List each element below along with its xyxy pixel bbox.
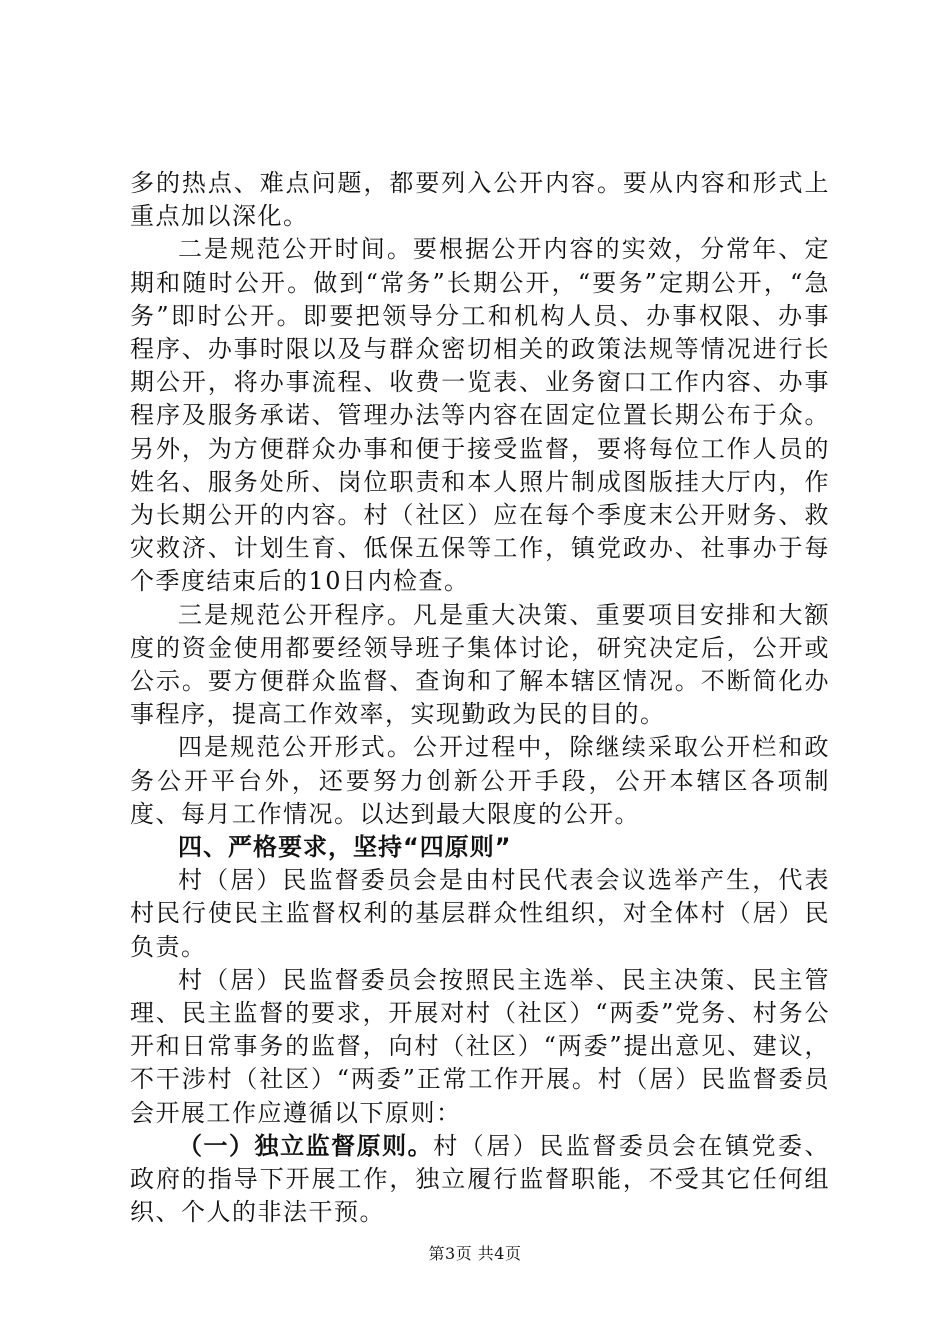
page-footer: 第3页 共4页 — [428, 1244, 522, 1263]
paragraph-committee-definition: 村（居）民监督委员会是由村民代表会议选举产生，代表村民行使民主监督权利的基层群众性组织，对全体村（居）民负责。 — [130, 866, 830, 961]
document-body — [130, 167, 830, 1230]
principle-one-lead: （一）独立监督原则。 — [178, 1131, 434, 1160]
paragraph-publicity-time: 二是规范公开时间。要根据公开内容的实效，分常年、定期和随时公开。做到“常务”长期公开，“要务”定期公开，“急务”即时公开。即要把领导分工和机构人员、办事权限、办事程序、办事时限以及与群众密切相关的政策法规等情况进行长期公开，将办事流程、收费一览表、业务窗口工作内容、办事程序及服务承诺、管理办法等内容在固定位置长期公布于众。另外，为方便群众办事和便于接受监督，要将每位工作人员的姓名、服务处所、岗位职责和本人照片制成图版挂大厅内，作为长期公开的内容。村（社区）应在每个季度末公开财务、救灾救济、计划生育、低保五保等工作，镇党政办、社事办于每个季度结束后的10日内检查。 — [130, 235, 830, 596]
paragraph-principle-one — [130, 1130, 830, 1230]
section-heading: 四、严格要求，坚持“四原则” — [178, 833, 512, 862]
paragraph-continuation: 多的热点、难点问题，都要列入公开内容。要从内容和形式上重点加以深化。 — [130, 169, 830, 231]
paragraph-committee-duties: 村（居）民监督委员会按照民主选举、民主决策、民主管理、民主监督的要求，开展对村（社区）“两委”党务、村务公开和日常事务的监督，向村（社区）“两委”提出意见、建议，不干涉村（社区）“两委”正常工作开展。村（居）民监督委员会开展工作应遵循以下原则： — [130, 965, 830, 1127]
paragraph-publicity-procedure: 三是规范公开程序。凡是重大决策、重要项目安排和大额度的资金使用都要经领导班子集体讨论，研究决定后，公开或公示。要方便群众监督、查询和了解本辖区情况。不断简化办事程序，提高工作效率，实现勤政为民的目的。 — [130, 600, 830, 729]
paragraph-publicity-form: 四是规范公开形式。公开过程中，除继续采取公开栏和政务公开平台外，还要努力创新公开手段，公开本辖区各项制度、每月工作情况。以达到最大限度的公开。 — [130, 733, 830, 828]
principle-one-text: 村（居）民监督委员会在镇党委、政府的指导下开展工作，独立履行监督职能，不受其它任何组织、个人的非法干预。 — [130, 1131, 831, 1227]
